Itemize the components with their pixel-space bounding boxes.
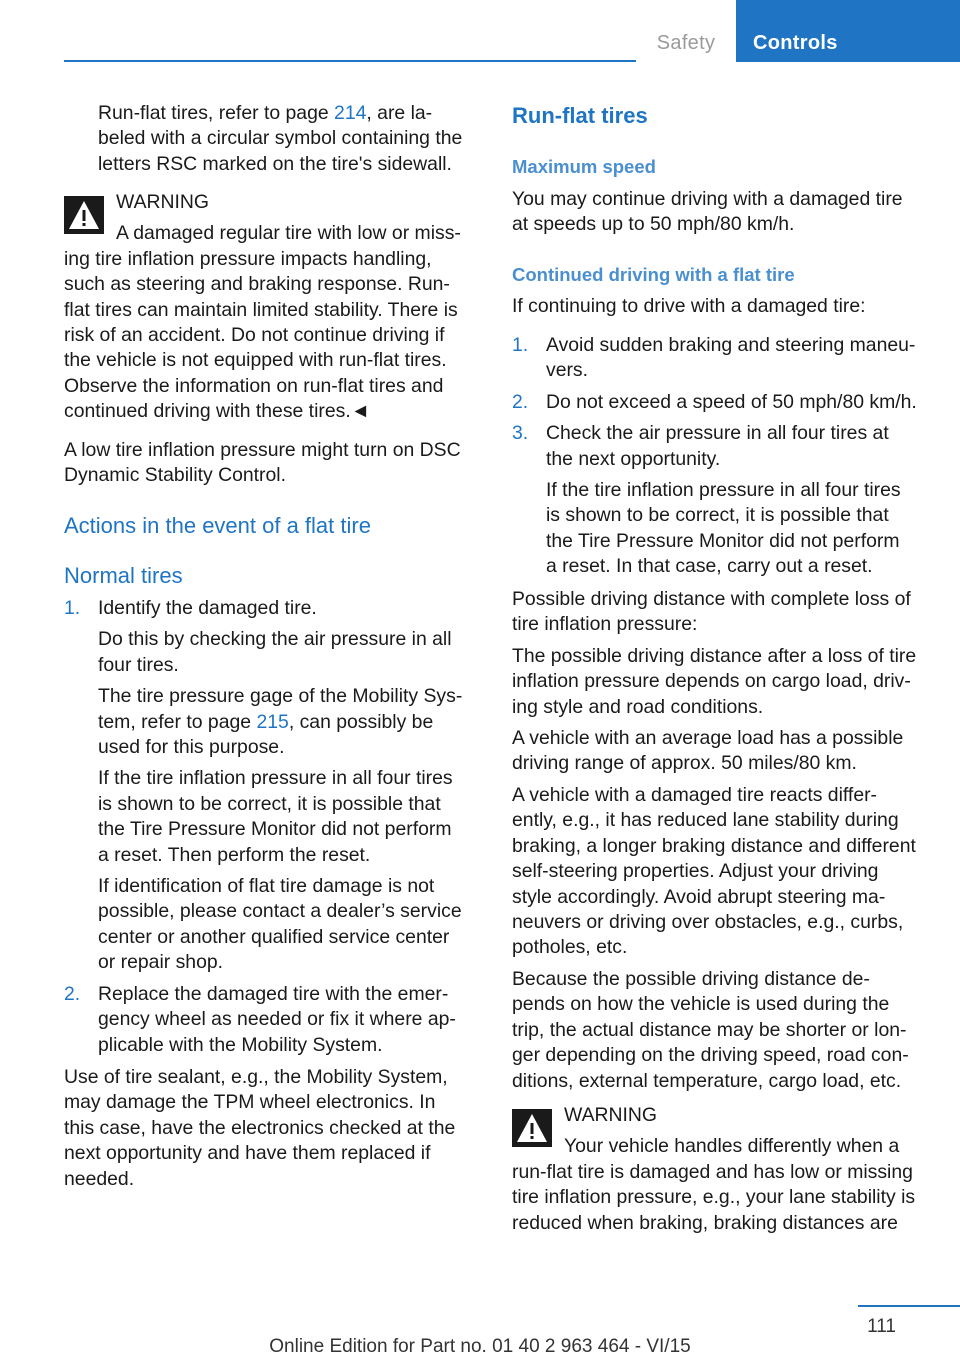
max-speed-heading: Maximum speed [512,156,656,177]
list-item: 3. Check the air pressure in all four tires at the next opportunity. If the tire inflation pressure in all four tires is shown to be correct, it is possible that the Tire Pressure Monitor did not perform a reset. In that case, carry out a reset. [512,422,901,578]
intro-paragraph: Run-flat tires, refer to page 214, are la- beled with a circular symbol containing the letters RSC marked on the tire's sidewall. [98,102,463,175]
warning-triangle-icon [64,196,104,234]
max-speed-paragraph: You may continue driving with a damaged tire at speeds up to 50 mph/80 km/h. [512,188,903,236]
list-item: 2. Replace the damaged tire with the emer- gency wheel as needed or fix it where ap- plicable with the Mobility System. [64,982,456,1056]
average-load: A vehicle with an average load has a possible driving range of approx. 50 miles/80 km. [512,727,904,775]
list-number: 2. [64,982,81,1005]
list-number: 1. [64,597,81,619]
warning-block: WARNING Your vehicle handles differently when a run-flat tire is damaged and has low or missing tire inflation pressure, e.g., your lane stability is reduced when braking, braking distances are [512,1103,932,1236]
list-number: 1. [512,334,529,356]
distance-variation: Because the possible driving distance de- pends on how the vehicle is used during the trip, the actual distance may be shorter or lon- ger depending on the driving speed, road con- ditions, external temperature, cargo load, etc. [512,968,909,1092]
distance-depends: The possible driving distance after a loss of tire inflation pressure depends on cargo load, driv- ing style and road conditions. [512,645,917,718]
handling-paragraph: A vehicle with a damaged tire reacts differ- ently, e.g., it has reduced lane stability during braking, a longer braking distance and different self-steering properties. Adjust your driving style accordingly. Avoid abrupt steering ma- neuvers or driving over obstacles, e.g., curbs, potholes, etc. [512,784,916,959]
continued-driving-heading: Continued driving with a flat tire [512,264,795,285]
list-number: 2. [512,390,529,413]
list-number: 3. [512,422,529,445]
dsc-paragraph: A low tire inflation pressure might turn on DSC Dynamic Stability Control. [64,439,461,487]
list-item: 1. Identify the damaged tire. Do this by checking the air pressure in all four tires. The tire pressure gage of the Mobility Sys- tem, refer to page 215, can possibly be used for this purpose. If the tire inflation pressure in all four tires is shown to be correct, it is possible that the Tire Pressure Monitor did not perform a reset. Then perform the reset. If identification of flat tire damage is not possible, please contact a dealer’s service center or another qualified service center or repair shop. [64,597,463,974]
page-link-215[interactable]: 215 [256,710,289,733]
warning-title: WARNING [564,1104,657,1126]
footer-rule [858,1305,960,1307]
page-number: 111 [867,1316,896,1337]
warning-triangle-icon [512,1109,552,1147]
list-item: 2. Do not exceed a speed of 50 mph/80 km/h. [512,390,932,415]
edition-footer: Online Edition for Part no. 01 40 2 963 464 - VI/15 [269,1336,691,1357]
run-flat-steps [512,333,932,580]
warning-title: WARNING [116,191,209,213]
normal-tires-steps [64,596,478,1058]
header-tab-safety[interactable]: Safety [636,0,736,62]
subsection-heading: Normal tires [64,563,183,588]
continued-intro: If continuing to drive with a damaged tire: [512,295,866,317]
run-flat-heading: Run-flat tires [512,103,648,128]
page-link-214[interactable]: 214 [334,102,367,124]
sealant-paragraph: Use of tire sealant, e.g., the Mobility System, may damage the TPM wheel electronics. In this case, have the electronics checked at the next opportunity and have them replaced if needed. [64,1066,456,1190]
header-tab-controls[interactable]: Controls [736,0,960,62]
warning-block: WARNING A damaged regular tire with low or miss- ing tire inflation pressure impacts handling, such as steering and braking response. Run- flat tires can maintain limited stability. There is risk of an accident. Do not continue driving if the vehicle is not equipped with run-flat tires. Observe the information on run-flat tires and continued driving with these tires.◄ [64,190,478,425]
section-heading: Actions in the event of a flat tire [64,513,371,538]
distance-intro: Possible driving distance with complete loss of tire inflation pressure: [512,588,911,636]
list-item: 1. Avoid sudden braking and steering maneu- vers. [512,334,916,382]
